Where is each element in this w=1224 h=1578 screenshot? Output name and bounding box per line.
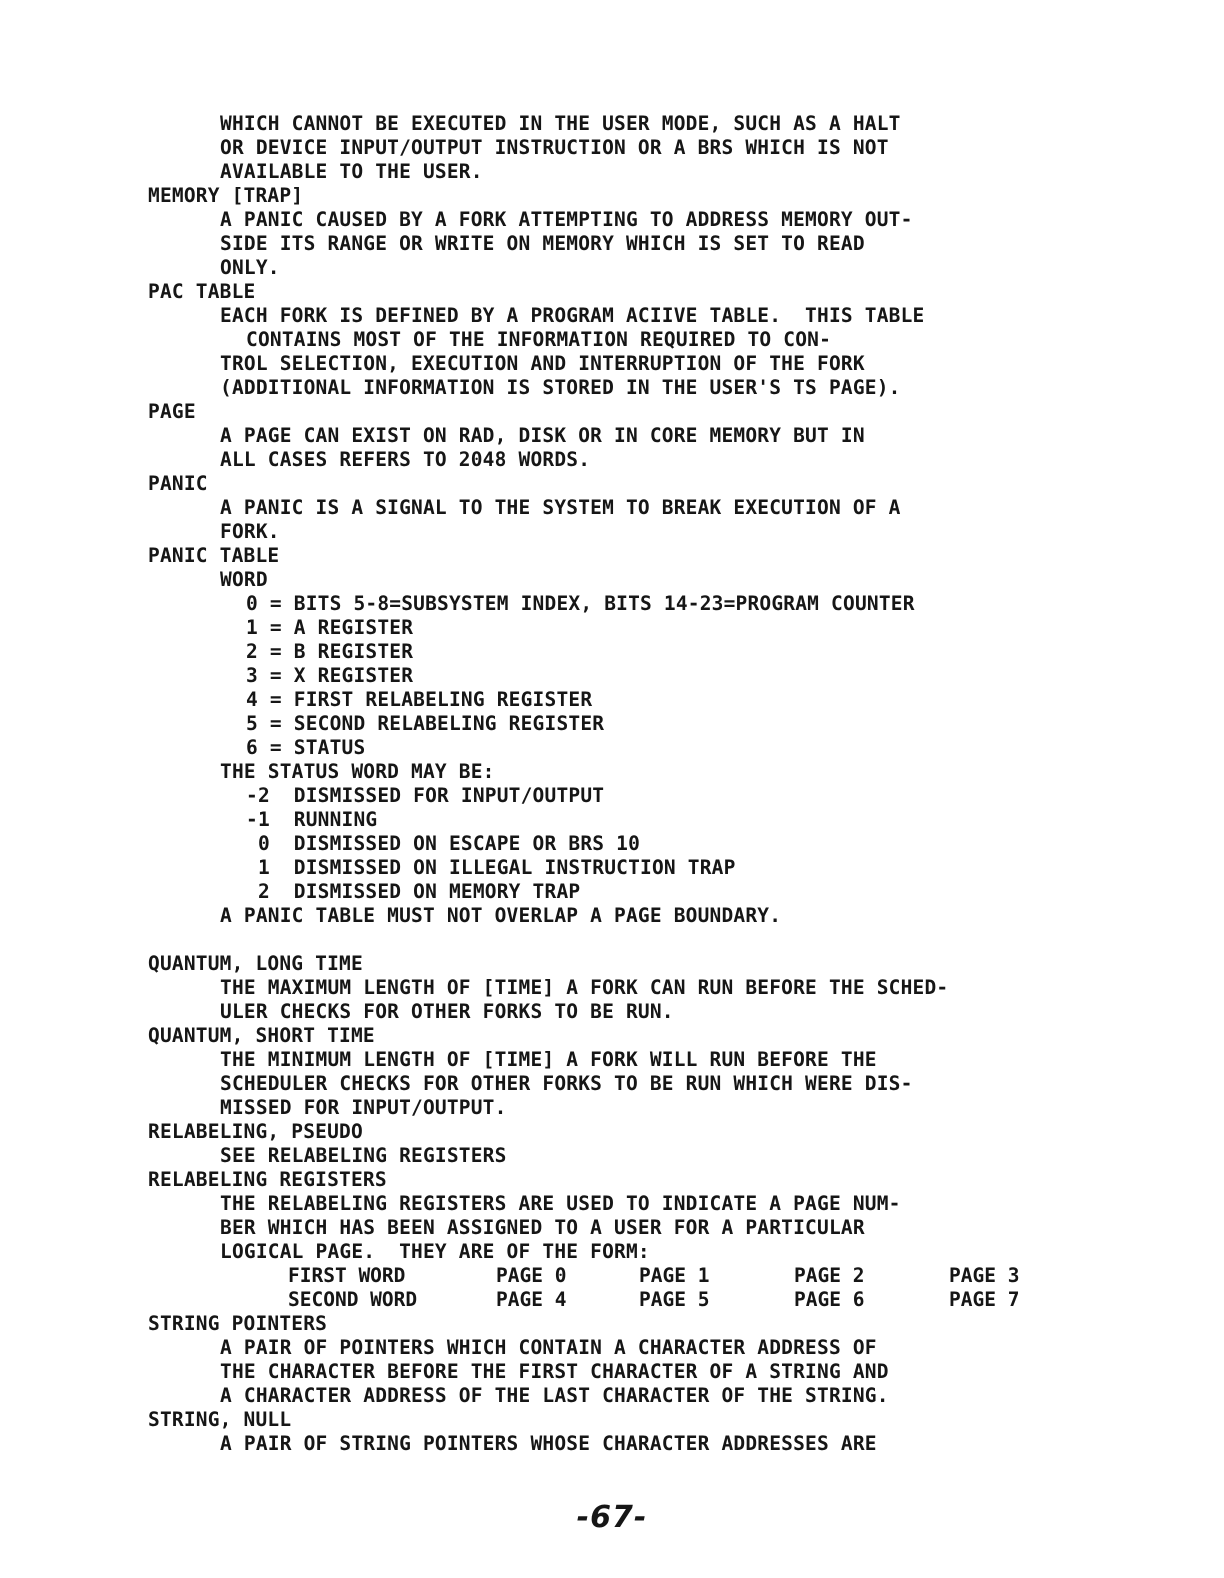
word-list-item: 6 = STATUS	[246, 736, 366, 759]
word-list-item: 4 = FIRST RELABELING REGISTER	[246, 688, 593, 711]
glossary-term-quantum-long-time: QUANTUM, LONG TIME	[148, 952, 363, 975]
definition-text: CONTAINS MOST OF THE INFORMATION REQUIRED TO CON-	[246, 328, 832, 351]
definition-text: ULER CHECKS FOR OTHER FORKS TO BE RUN.	[220, 1000, 674, 1023]
register-form-cell: PAGE 5	[639, 1288, 710, 1311]
glossary-term-string-pointers: STRING POINTERS	[148, 1312, 328, 1335]
word-list-item: 5 = SECOND RELABELING REGISTER	[246, 712, 605, 735]
register-form-row	[288, 1264, 1148, 1288]
definition-text: A PAIR OF POINTERS WHICH CONTAIN A CHARACTER ADDRESS OF	[220, 1336, 877, 1359]
definition-text: WHICH CANNOT BE EXECUTED IN THE USER MODE, SUCH AS A HALT	[220, 112, 901, 135]
register-form-cell: FIRST WORD	[288, 1264, 406, 1287]
word-list-item: 1 = A REGISTER	[246, 616, 414, 639]
definition-text: ALL CASES REFERS TO 2048 WORDS.	[220, 448, 591, 471]
definition-text: A PANIC CAUSED BY A FORK ATTEMPTING TO ADDRESS MEMORY OUT-	[220, 208, 913, 231]
status-list-item: 2 DISMISSED ON MEMORY TRAP	[246, 880, 581, 903]
definition-text: THE RELABELING REGISTERS ARE USED TO INDICATE A PAGE NUM-	[220, 1192, 901, 1215]
definition-text: THE CHARACTER BEFORE THE FIRST CHARACTER OF A STRING AND	[220, 1360, 889, 1383]
definition-text: SEE RELABELING REGISTERS	[220, 1144, 507, 1167]
definition-text: TROL SELECTION, EXECUTION AND INTERRUPTION OF THE FORK	[220, 352, 865, 375]
definition-text: WORD	[220, 568, 268, 591]
register-form-cell: SECOND WORD	[288, 1288, 418, 1311]
definition-text: ONLY.	[220, 256, 280, 279]
blank-line	[148, 928, 1148, 952]
definition-text: (ADDITIONAL INFORMATION IS STORED IN THE USER'S TS PAGE).	[220, 376, 901, 399]
glossary-body	[148, 112, 1148, 1456]
glossary-term-relabeling-registers: RELABELING REGISTERS	[148, 1168, 387, 1191]
register-form-cell: PAGE 6	[794, 1288, 865, 1311]
glossary-term-panic: PANIC	[148, 472, 208, 495]
word-list-item: 2 = B REGISTER	[246, 640, 414, 663]
definition-text: A PAGE CAN EXIST ON RAD, DISK OR IN CORE MEMORY BUT IN	[220, 424, 865, 447]
definition-text: THE MINIMUM LENGTH OF [TIME] A FORK WILL RUN BEFORE THE	[220, 1048, 877, 1071]
status-list-item: 1 DISMISSED ON ILLEGAL INSTRUCTION TRAP	[246, 856, 736, 879]
definition-text: FORK.	[220, 520, 280, 543]
definition-text: OR DEVICE INPUT/OUTPUT INSTRUCTION OR A BRS WHICH IS NOT	[220, 136, 889, 159]
definition-text: THE MAXIMUM LENGTH OF [TIME] A FORK CAN RUN BEFORE THE SCHED-	[220, 976, 949, 999]
definition-text: AVAILABLE TO THE USER.	[220, 160, 483, 183]
page-number: -67-	[576, 1500, 648, 1535]
status-list-item: 0 DISMISSED ON ESCAPE OR BRS 10	[246, 832, 641, 855]
glossary-term-relabeling-pseudo: RELABELING, PSEUDO	[148, 1120, 363, 1143]
definition-text: SCHEDULER CHECKS FOR OTHER FORKS TO BE RUN WHICH WERE DIS-	[220, 1072, 913, 1095]
status-list-item: -1 RUNNING	[246, 808, 378, 831]
register-form-cell: PAGE 2	[794, 1264, 865, 1287]
glossary-term-pac-table: PAC TABLE	[148, 280, 256, 303]
definition-text: A PANIC TABLE MUST NOT OVERLAP A PAGE BOUNDARY.	[220, 904, 782, 927]
glossary-term-string-null: STRING, NULL	[148, 1408, 292, 1431]
word-list-item: 0 = BITS 5-8=SUBSYSTEM INDEX, BITS 14-23=PROGRAM COUNTER	[246, 592, 915, 615]
register-form-cell: PAGE 7	[949, 1288, 1020, 1311]
word-list-item: 3 = X REGISTER	[246, 664, 414, 687]
definition-text: A PAIR OF STRING POINTERS WHOSE CHARACTER ADDRESSES ARE	[220, 1432, 877, 1455]
definition-text: MISSED FOR INPUT/OUTPUT.	[220, 1096, 507, 1119]
glossary-term-panic-table: PANIC TABLE	[148, 544, 280, 567]
glossary-term-quantum-short-time: QUANTUM, SHORT TIME	[148, 1024, 375, 1047]
definition-text: A CHARACTER ADDRESS OF THE LAST CHARACTER OF THE STRING.	[220, 1384, 889, 1407]
glossary-term-memory-trap: MEMORY [TRAP]	[148, 184, 304, 207]
register-form-cell: PAGE 4	[496, 1288, 567, 1311]
register-form-row	[288, 1288, 1148, 1312]
definition-text: A PANIC IS A SIGNAL TO THE SYSTEM TO BREAK EXECUTION OF A	[220, 496, 901, 519]
glossary-term-page: PAGE	[148, 400, 196, 423]
definition-text: BER WHICH HAS BEEN ASSIGNED TO A USER FOR A PARTICULAR	[220, 1216, 865, 1239]
definition-text: LOGICAL PAGE. THEY ARE OF THE FORM:	[220, 1240, 650, 1263]
register-form-cell: PAGE 1	[639, 1264, 710, 1287]
status-list-item: -2 DISMISSED FOR INPUT/OUTPUT	[246, 784, 605, 807]
definition-text: SIDE ITS RANGE OR WRITE ON MEMORY WHICH IS SET TO READ	[220, 232, 865, 255]
register-form-cell: PAGE 0	[496, 1264, 567, 1287]
register-form-cell: PAGE 3	[949, 1264, 1020, 1287]
definition-text: EACH FORK IS DEFINED BY A PROGRAM ACIIVE TABLE. THIS TABLE	[220, 304, 925, 327]
definition-text: THE STATUS WORD MAY BE:	[220, 760, 495, 783]
